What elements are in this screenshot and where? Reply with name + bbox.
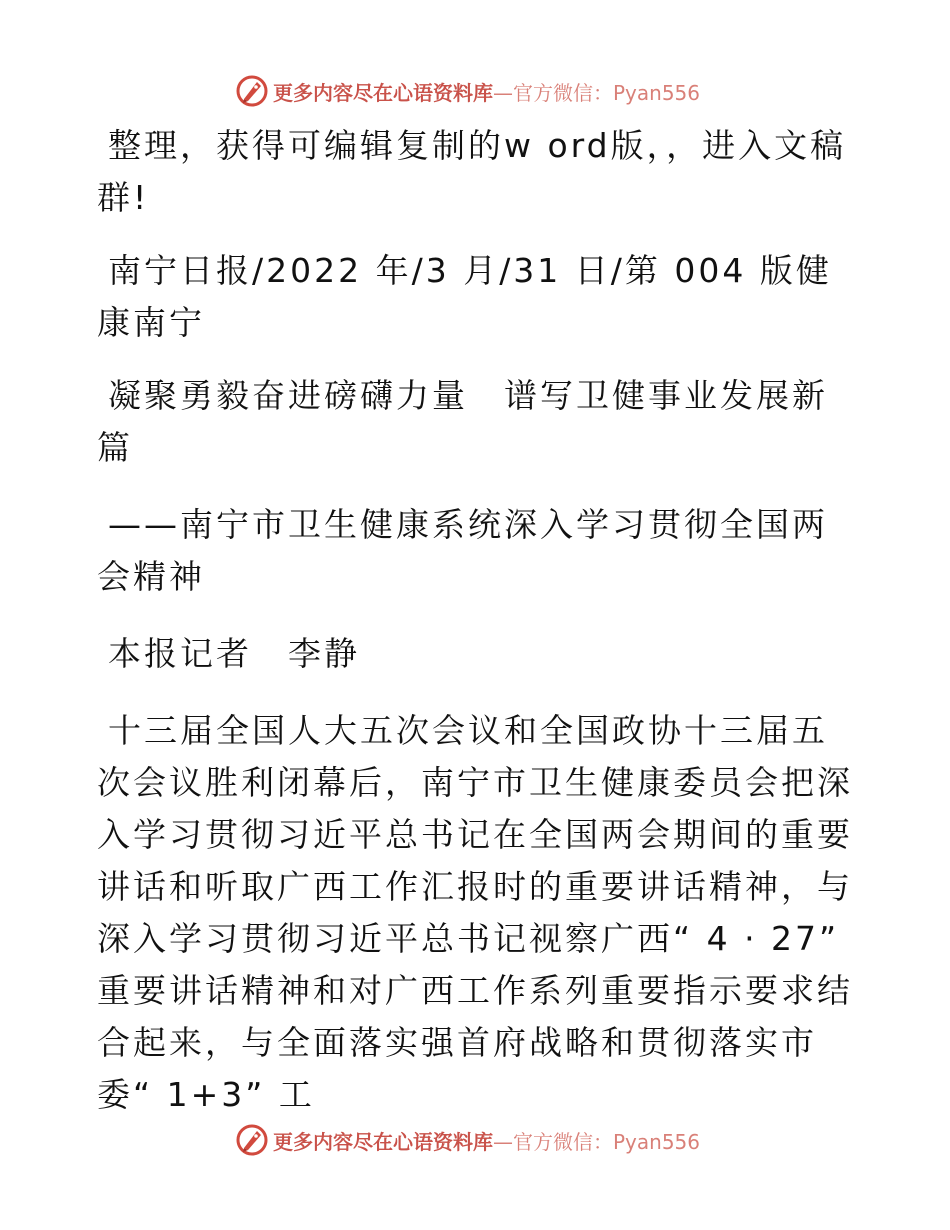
pen-nib-logo-icon	[235, 1123, 269, 1157]
banner-text	[273, 1126, 700, 1155]
intro-note: 整理，获得可编辑复制的w ord版，，进入文稿群!	[97, 126, 847, 217]
body-paragraph: 十三届全国人大五次会议和全国政协十三届五次会议胜利闭幕后，南宁市卫生健康委员会把深入学习贯彻习近平总书记在全国两会期间的重要讲话和听取广西工作汇报时的重要讲话精神，与深入学习贯彻习近平总书记视察广西“ 4 · 27” 重要讲话精神和对广西工作系列重要指示要求结合起来，与全面落实强首府战略和贯彻落实市委“ 1+3” 工	[97, 711, 853, 1114]
pen-nib-logo-icon	[235, 74, 269, 108]
banner-suffix: —官方微信：Pyan556	[493, 1129, 701, 1154]
banner-suffix: —官方微信：Pyan556	[493, 80, 701, 105]
document-body	[97, 120, 857, 1121]
banner-prefix: 更多内容尽在心语资料库	[273, 1129, 493, 1154]
article-title: 凝聚勇毅奋进磅礴力量 谱写卫健事业发展新篇	[97, 376, 828, 467]
byline: 本报记者 李静	[108, 634, 360, 673]
article-subtitle: ——南宁市卫生健康系统深入学习贯彻全国两会精神	[97, 505, 828, 596]
header-watermark-banner	[235, 73, 715, 109]
banner-text	[273, 77, 700, 106]
source-line: 南宁日报/2022 年/3 月/31 日/第 004 版健康南宁	[97, 251, 832, 342]
footer-watermark-banner	[235, 1122, 715, 1158]
banner-prefix: 更多内容尽在心语资料库	[273, 80, 493, 105]
